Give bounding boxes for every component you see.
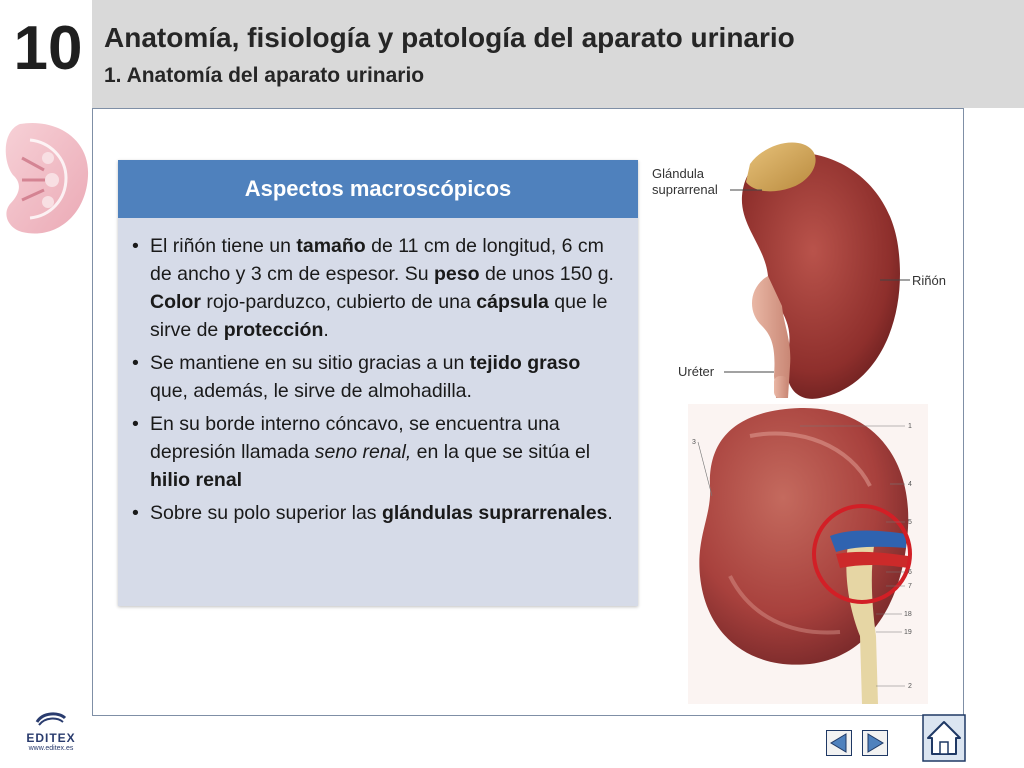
callout-number: 18 [904,611,912,618]
bullet-bold-text: tamaño [296,235,366,257]
bullet-text: que, además, le sirve de almohadilla. [150,380,472,402]
bullet-bold-text: tejido graso [469,352,581,374]
bullet-italic-text: seno renal, [314,441,412,463]
callout-number: 2 [908,683,912,690]
bullet-text: rojo-parduzco, cubierto de una [200,291,477,313]
callout-number: 5 [908,519,912,526]
bullet-bold-text: hilio renal [150,469,243,491]
callout-number: 6 [908,569,912,576]
label-ureter: Uréter [678,364,715,379]
bullet-bold-text: glándulas suprarrenales [381,502,608,524]
header-band [92,0,1024,108]
home-button[interactable] [922,714,966,762]
bullet-bold-text: cápsula [476,291,549,313]
next-slide-button[interactable] [862,730,888,756]
bullet-item [130,410,620,494]
callout-number: 4 [908,481,912,488]
bullet-item [130,499,620,527]
kidney-figure [650,136,960,706]
editex-logo [16,710,86,760]
kidney-thumbnail-image [0,118,92,240]
page-subtitle: 1. Anatomía del aparato urinario [104,64,425,87]
label-gland-line2: suprarrenal [652,182,718,197]
logo-url: www.editex.es [28,745,74,752]
bullet-item [130,349,620,405]
info-card [118,160,638,606]
bullet-list [118,218,638,527]
editex-logo-icon [33,710,69,726]
chapter-number: 10 [13,14,83,83]
bullet-text: en la que se sitúa el [411,441,591,463]
bullet-text: . [607,502,613,524]
label-kidney: Riñón [912,273,946,288]
callout-number: 3 [692,439,696,446]
bullet-text: de unos 150 g. [479,263,614,285]
bullet-bold-text: peso [434,263,480,285]
callout-number: 1 [908,423,912,430]
bullet-item [130,232,620,344]
bullet-text: Sobre su polo superior las [150,502,382,524]
bullet-text: En su borde interno cóncavo, se encuentra una depresión llamada [150,413,560,463]
page-title: Anatomía, fisiología y patología del aparato urinario [104,22,795,53]
callout-number: 7 [908,583,912,590]
label-gland-line1: Glándula [652,166,705,181]
bullet-text: . [323,319,329,341]
prev-slide-button[interactable] [826,730,852,756]
bullet-text: que le sirve de [150,291,608,341]
bullet-bold-text: protección [223,319,324,341]
kidney-illustration [650,136,960,706]
bullet-text: Se mantiene en su sitio gracias a un [150,352,470,374]
bullet-bold-text: Color [150,291,201,313]
bullet-text: de 11 cm de longitud, 6 cm de ancho y 3 cm de espesor. Su [150,235,604,285]
card-heading: Aspectos macroscópicos [118,160,638,218]
logo-text: EDITEX [26,731,76,745]
callout-number: 19 [904,629,912,636]
bullet-text: El riñón tiene un [150,235,297,257]
